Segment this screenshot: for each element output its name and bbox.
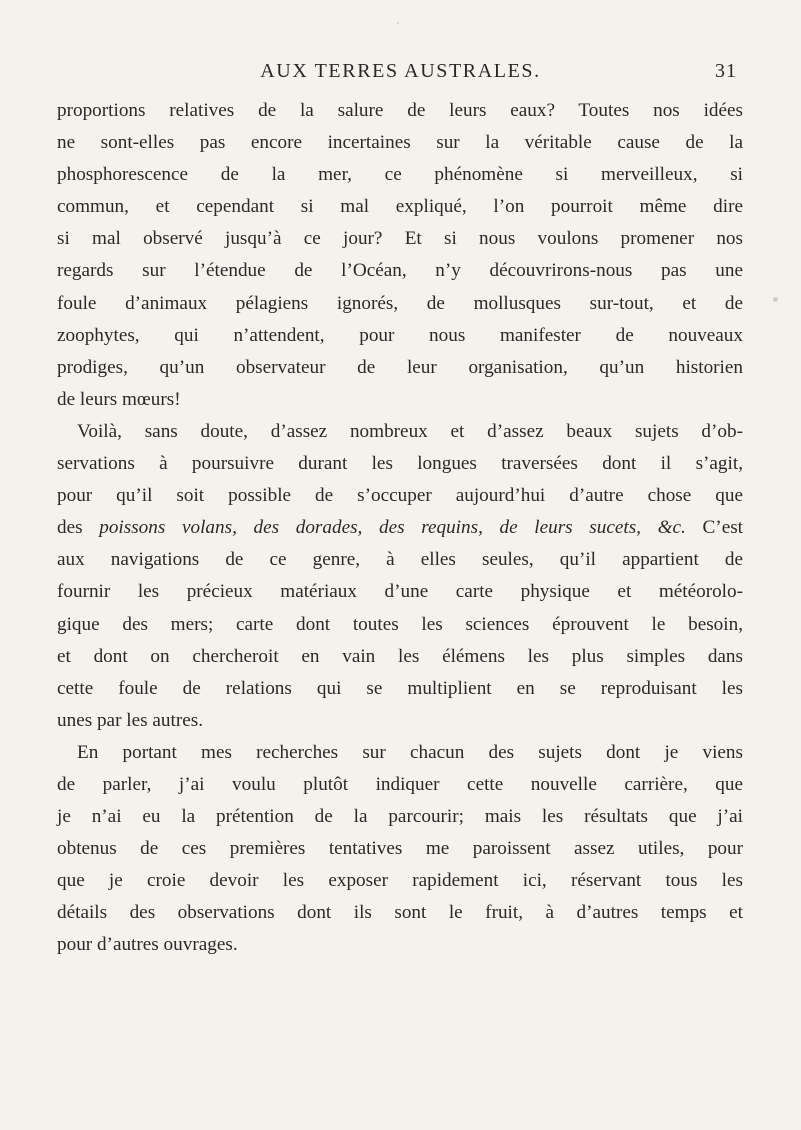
italic-fish-list: poissons volans, des dorades, des requins, de leurs sucets, &c. — [99, 517, 686, 539]
text-line: servations à poursuivre durant les longues traversées dont il s’agit, — [57, 453, 743, 475]
text-line: je n’ai eu la prétention de la parcourir; mais les résultats que j’ai — [57, 806, 743, 828]
text-line: de leurs mœurs! — [57, 388, 181, 410]
running-head — [56, 60, 745, 94]
text-line: si mal observé jusqu’à ce jour? Et si nous voulons promener nos — [57, 228, 743, 250]
text-line: commun, et cependant si mal expliqué, l’on pourroit même dire — [57, 196, 743, 218]
paper-speck — [397, 22, 399, 24]
text-line: Voilà, sans doute, d’assez nombreux et d’assez beaux sujets d’ob- — [77, 420, 743, 442]
text-line: zoophytes, qui n’attendent, pour nous manifester de nouveaux — [57, 324, 743, 346]
paper-speck — [612, 906, 614, 908]
paragraph-2 — [57, 416, 743, 737]
paper-speck — [773, 297, 778, 302]
text-line: pour qu’il soit possible de s’occuper aujourd’hui d’autre chose que — [57, 485, 743, 507]
text-line: détails des observations dont ils sont le fruit, à d’autres temps et — [57, 902, 743, 924]
text-line: proportions relatives de la salure de leurs eaux? Toutes nos idées — [57, 100, 743, 121]
text-line: phosphorescence de la mer, ce phénomène si merveilleux, si — [57, 164, 743, 186]
line-suffix: C’est — [685, 517, 744, 539]
text-line: pour d’autres ouvrages. — [57, 934, 238, 956]
paragraph-3 — [57, 737, 743, 962]
body-text — [57, 95, 743, 962]
text-line: et dont on chercheroit en vain les élémens les plus simples dans — [57, 645, 743, 667]
running-title: AUX TERRES AUSTRALES. — [260, 60, 541, 82]
text-line: de parler, j’ai voulu plutôt indiquer cette nouvelle carrière, que — [57, 773, 743, 795]
text-line: ne sont-elles pas encore incertaines sur la véritable cause de la — [57, 132, 743, 154]
text-line-with-italic — [57, 512, 743, 544]
text-line: aux navigations de ce genre, à elles seules, qu’il appartient de — [57, 549, 743, 571]
text-line: obtenus de ces premières tentatives me paroissent assez utiles, pour — [57, 838, 743, 860]
text-line: gique des mers; carte dont toutes les sciences éprouvent le besoin, — [57, 613, 743, 635]
text-line: prodiges, qu’un observateur de leur organisation, qu’un historien — [57, 356, 743, 378]
paragraph-1 — [57, 95, 743, 416]
text-line: unes par les autres. — [57, 709, 203, 731]
text-line: regards sur l’étendue de l’Océan, n’y découvrirons-nous pas une — [57, 260, 743, 282]
page-number: 31 — [715, 60, 737, 82]
text-line: cette foule de relations qui se multiplient en se reproduisant les — [57, 677, 743, 699]
line-prefix: des — [57, 517, 100, 539]
text-line: foule d’animaux pélagiens ignorés, de mollusques sur-tout, et de — [57, 292, 743, 314]
text-line: En portant mes recherches sur chacun des sujets dont je viens — [77, 741, 743, 763]
text-line: que je croie devoir les exposer rapidement ici, réservant tous les — [57, 870, 743, 892]
text-line: fournir les précieux matériaux d’une carte physique et météorolo- — [57, 581, 743, 603]
